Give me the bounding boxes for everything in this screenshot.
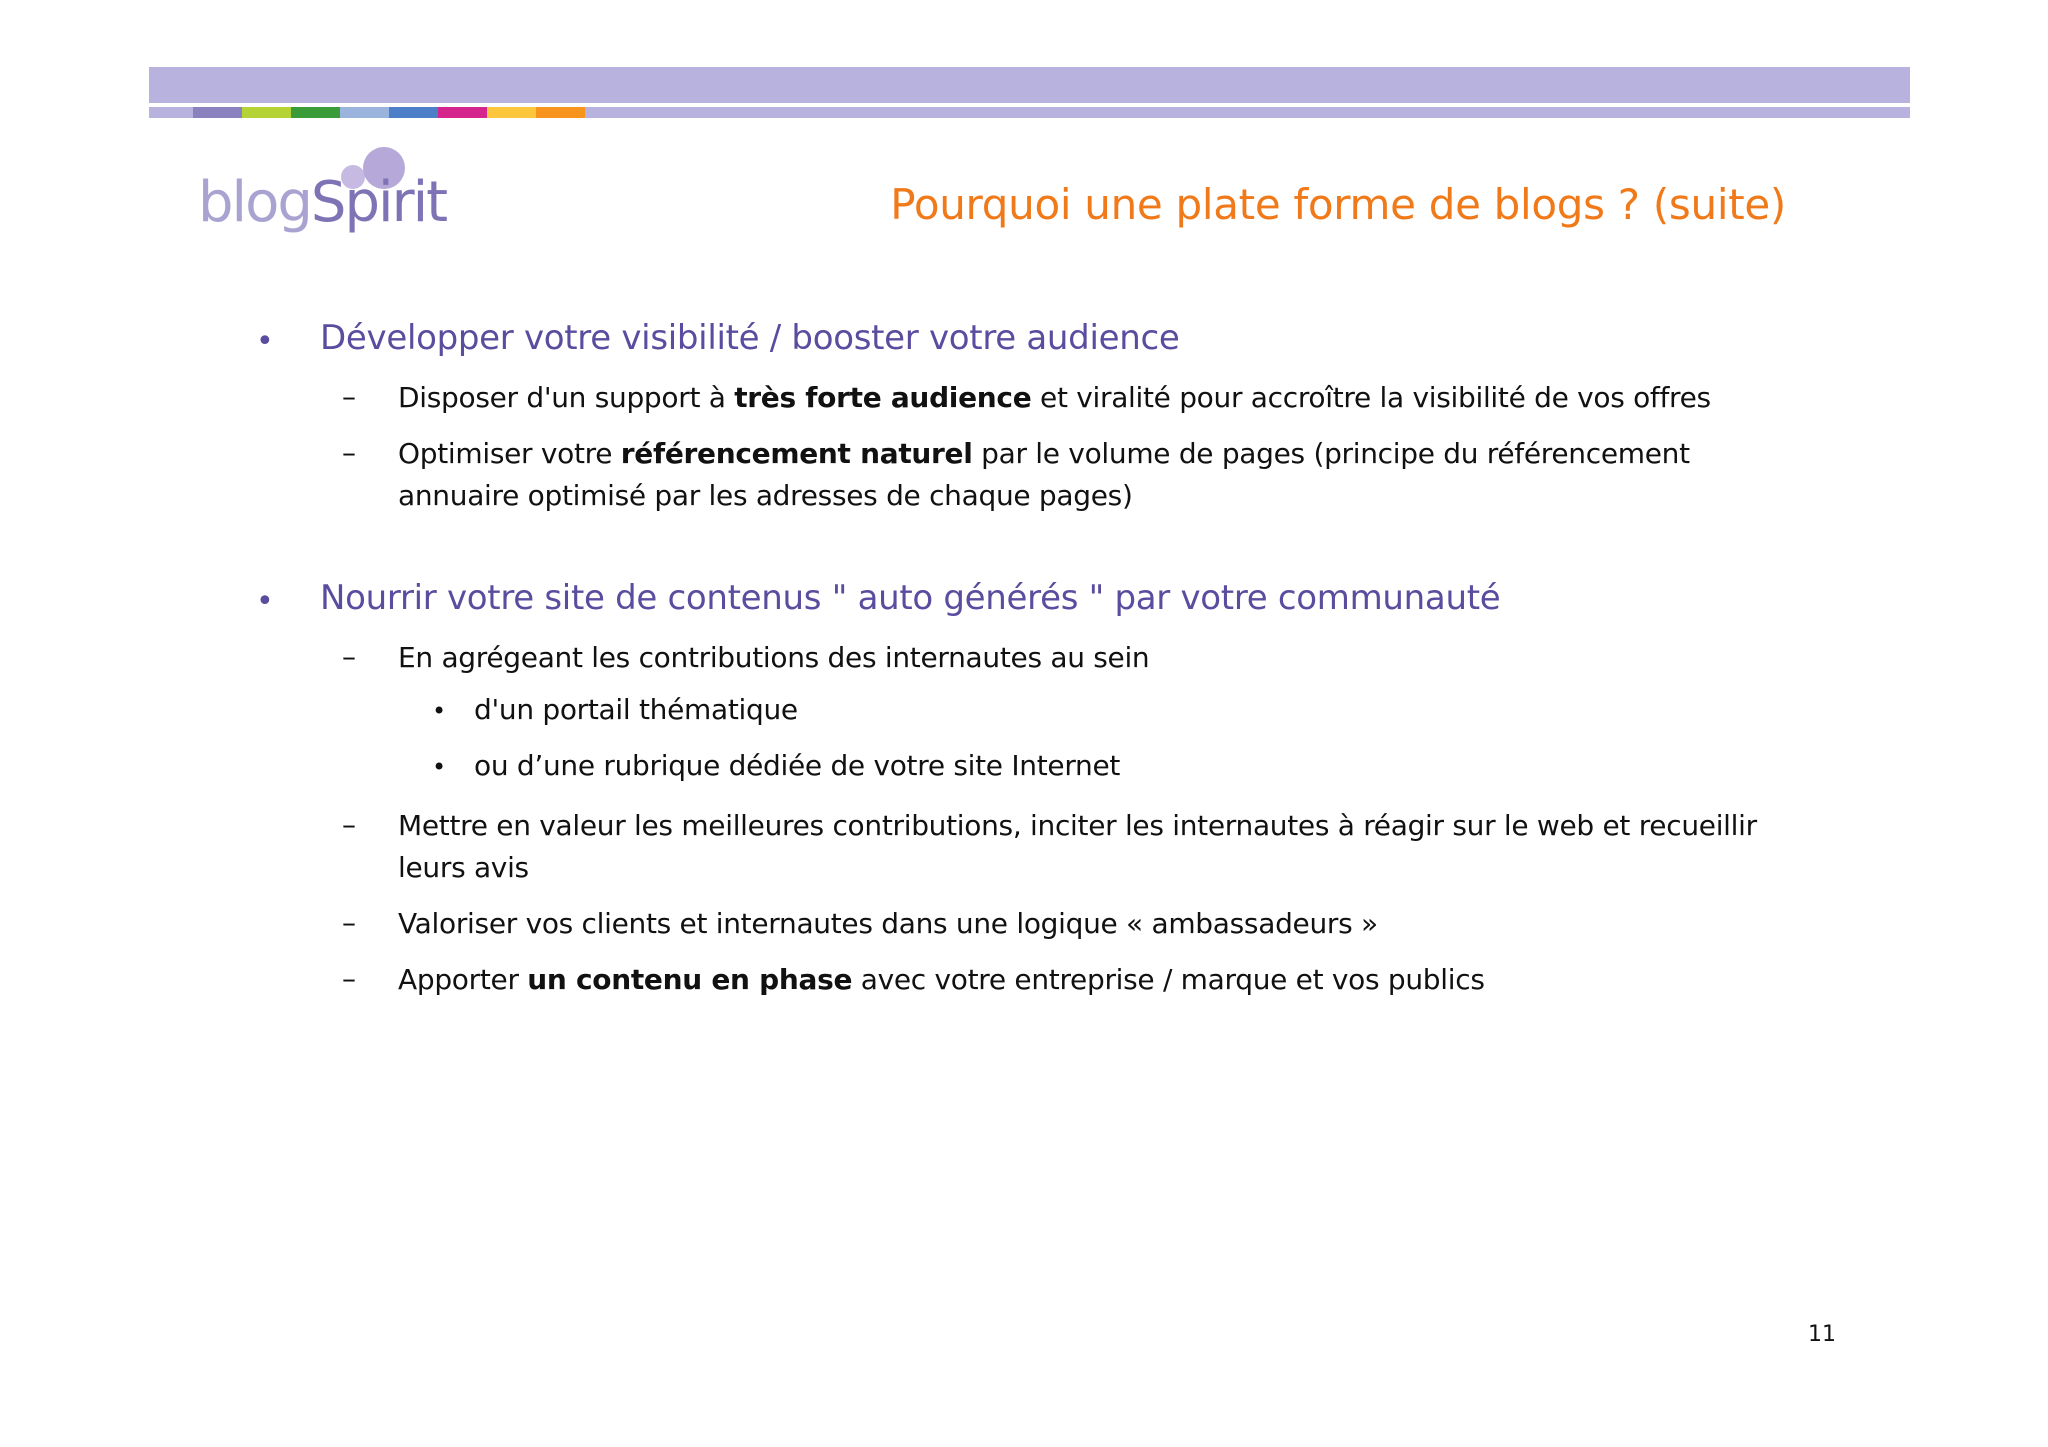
logo-wordmark: [198, 170, 447, 235]
swatch: [242, 107, 291, 118]
item-emphasis: un contenu en phase: [527, 963, 853, 996]
item-text: Disposer d'un support à: [398, 381, 735, 414]
blogspirit-logo: [198, 143, 447, 243]
sub-list-item: ou d’une rubrique dédiée de votre site Internet: [474, 749, 1121, 782]
item-emphasis: référencement naturel: [620, 437, 973, 470]
slide-title: Pourquoi une plate forme de blogs ? (suite): [890, 180, 1786, 229]
dash-marker: –: [342, 962, 356, 995]
list-item: [398, 377, 1798, 419]
dash-marker: –: [342, 380, 356, 413]
bullet-marker: •: [256, 584, 274, 619]
swatch: [438, 107, 487, 118]
item-text: par le volume de pages (principe du référencement annuaire optimisé par les adresses de chaque pages): [398, 437, 1690, 512]
item-text: avec votre entreprise / marque et vos publics: [852, 963, 1485, 996]
swatch: [291, 107, 340, 118]
item-text: et viralité pour accroître la visibilité de vos offres: [1031, 381, 1711, 414]
sub-bullet-marker: •: [432, 753, 447, 781]
item-text: Optimiser votre: [398, 437, 621, 470]
list-item: En agrégeant les contributions des internautes au sein: [398, 641, 1150, 674]
list-item: [398, 959, 1798, 1001]
dash-marker: –: [342, 436, 356, 469]
swatch: [536, 107, 585, 118]
logo-part-blog: blog: [198, 170, 311, 235]
swatch: [193, 107, 242, 118]
dash-marker: –: [342, 640, 356, 673]
list-item: Valoriser vos clients et internautes dans une logique « ambassadeurs »: [398, 907, 1378, 940]
page-number: 11: [1808, 1322, 1836, 1347]
dash-marker: –: [342, 808, 356, 841]
sub-bullet-marker: •: [432, 697, 447, 725]
logo-part-spirit: Spirit: [310, 170, 447, 235]
sub-list-item: d'un portail thématique: [474, 693, 798, 726]
list-item: Mettre en valeur les meilleures contributions, inciter les internautes à réagir sur le web et recueillir leurs avis: [398, 809, 1757, 884]
item-emphasis: très forte audience: [734, 381, 1032, 414]
swatch: [389, 107, 438, 118]
color-swatches: [193, 107, 585, 118]
list-item: [398, 433, 1798, 517]
swatch: [487, 107, 536, 118]
bullet-marker: •: [256, 324, 274, 359]
section-heading: Développer votre visibilité / booster votre audience: [320, 318, 1180, 358]
dash-marker: –: [342, 906, 356, 939]
swatch: [340, 107, 389, 118]
header-bar: [149, 67, 1910, 103]
section-heading: Nourrir votre site de contenus " auto générés " par votre communauté: [320, 578, 1501, 618]
item-text: Apporter: [398, 963, 528, 996]
